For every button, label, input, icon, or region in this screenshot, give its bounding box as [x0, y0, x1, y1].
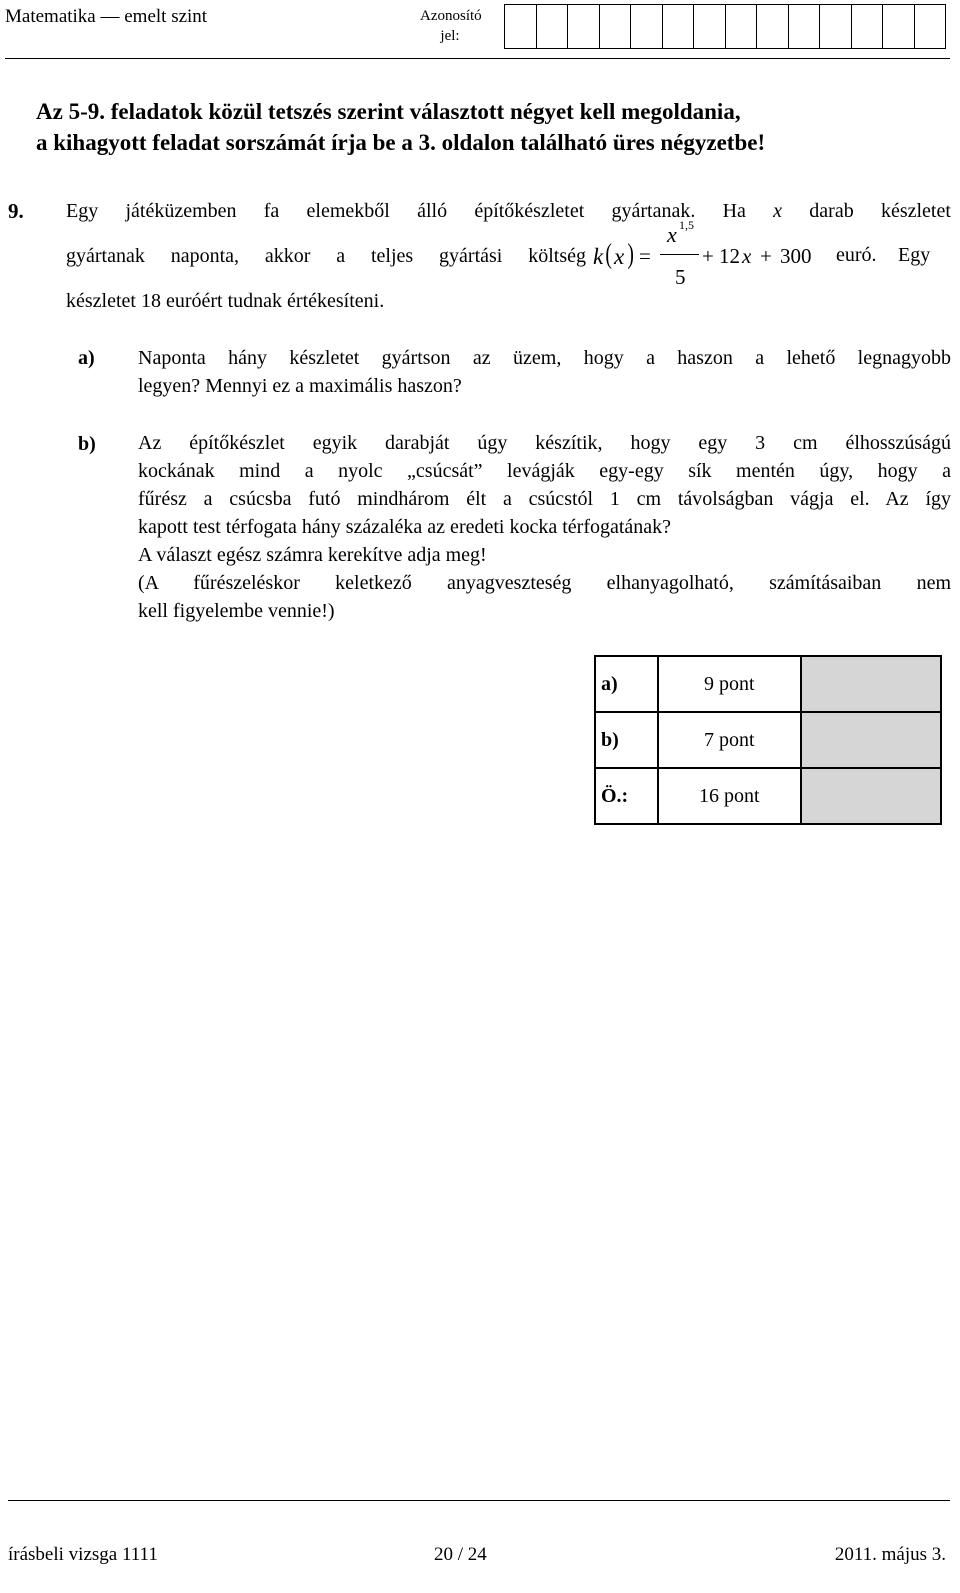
- problem-line-2: [66, 244, 586, 268]
- id-box: [915, 5, 946, 48]
- formula-plus: +: [760, 244, 772, 268]
- part-a-text: [138, 344, 951, 400]
- score-row-label: Ö.:: [595, 768, 658, 824]
- id-box: [537, 5, 569, 48]
- word: a: [336, 245, 346, 267]
- id-box: [568, 5, 600, 48]
- formula-open-paren: (: [605, 239, 612, 270]
- part-b-label: b): [78, 433, 96, 455]
- id-label: [420, 6, 480, 46]
- word: teljes: [370, 245, 414, 267]
- score-row-blank: [801, 712, 941, 768]
- part-b-text: [138, 429, 951, 625]
- id-label-line2: jel:: [440, 28, 460, 44]
- footer-date: 2011. május 3.: [834, 1544, 946, 1565]
- word: Egy: [66, 200, 99, 222]
- variable-x: x: [773, 200, 783, 222]
- header-subject: Matematika — emelt szint: [5, 6, 208, 27]
- instruction: [36, 96, 956, 158]
- formula-unit: euró.: [836, 244, 877, 266]
- footer-rule: [8, 1500, 950, 1501]
- score-row-blank: [801, 656, 941, 712]
- word: álló: [417, 200, 448, 222]
- instruction-line: a kihagyott feladat sorszámát írja be a 3. oldalon található üres négyzetbe!: [36, 130, 766, 155]
- footer-page-number: 20 / 24: [434, 1544, 487, 1565]
- formula-close-paren: ): [627, 239, 634, 270]
- id-box: [852, 5, 884, 48]
- score-row: [595, 712, 941, 768]
- problem-number: 9.: [8, 199, 24, 223]
- text-line-content: (A fűrészeléskor keletkező anyagveszteség elhanyagolható, számításaiban nem: [138, 572, 951, 594]
- formula-k: k: [593, 244, 604, 269]
- word: akkor: [264, 245, 311, 267]
- score-table: [594, 655, 942, 825]
- text-line: A választ egész számra kerekítve adja meg!: [138, 544, 487, 566]
- text-line: [138, 569, 951, 597]
- formula-denominator: 5: [675, 265, 686, 289]
- text-line: [138, 485, 951, 513]
- text-line-content: Az építőkészlet egyik darabját úgy készítik, hogy egy 3 cm élhosszúságú: [138, 432, 951, 454]
- word: költség: [528, 245, 586, 267]
- part-a-label: a): [78, 347, 95, 369]
- text-line: [138, 457, 951, 485]
- problem-line-3: készletet 18 euróért tudnak értékesíteni.: [66, 290, 385, 312]
- id-box: [694, 5, 726, 48]
- score-row-label: b): [595, 712, 658, 768]
- formula-numerator-x: x: [667, 222, 677, 247]
- fraction-bar: [660, 254, 699, 255]
- id-box: [789, 5, 821, 48]
- id-box: [757, 5, 789, 48]
- word: naponta,: [170, 245, 240, 267]
- id-box: [600, 5, 632, 48]
- id-box: [883, 5, 915, 48]
- word: elemekből: [306, 200, 390, 222]
- cost-formula: [593, 218, 953, 292]
- word: építőkészletet: [474, 200, 585, 222]
- word: fa: [263, 200, 280, 222]
- formula-after-word: Egy: [898, 244, 931, 266]
- header-rule: [5, 58, 950, 59]
- score-row-points: 9 pont: [658, 656, 801, 712]
- id-box: [505, 5, 537, 48]
- text-line-content: kockának mind a nyolc „csúcsát” levágják egy-egy sík mentén úgy, hogy a: [138, 460, 951, 482]
- formula-x: x: [614, 244, 625, 269]
- id-box: [663, 5, 695, 48]
- formula-exponent: 1,5: [679, 218, 694, 232]
- word: játéküzemben: [125, 200, 237, 222]
- score-row: [595, 768, 941, 824]
- text-line: legyen? Mennyi ez a maximális haszon?: [138, 375, 462, 397]
- problem-line-1: [66, 199, 951, 223]
- formula-var-x: x: [742, 244, 752, 268]
- score-row: [595, 656, 941, 712]
- text-line-content: Naponta hány készletet gyártson az üzem, hogy a haszon a lehető legnagyobb: [138, 347, 951, 369]
- formula-equals: =: [639, 244, 651, 268]
- id-label-line1: Azonosító: [420, 8, 482, 24]
- id-box: [726, 5, 758, 48]
- text-line-content: fűrész a csúcsba futó mindhárom élt a csúcstól 1 cm távolságban vágja el. Az így: [138, 488, 951, 510]
- formula-plus: +: [702, 244, 714, 268]
- word: gyártanak.: [611, 200, 696, 222]
- word: gyártási: [439, 245, 503, 267]
- text-line: [138, 344, 951, 372]
- id-boxes: [504, 4, 946, 49]
- score-row-points: 7 pont: [658, 712, 801, 768]
- score-row-label: a): [595, 656, 658, 712]
- text-line: kell figyelembe vennie!): [138, 600, 335, 622]
- text-line: kapott test térfogata hány százaléka az eredeti kocka térfogatának?: [138, 516, 672, 538]
- word: gyártanak: [66, 245, 145, 267]
- word: készletet: [880, 200, 951, 222]
- formula-constant: 300: [780, 244, 812, 268]
- formula-coefficient: 12: [719, 244, 740, 268]
- id-box: [631, 5, 663, 48]
- footer-exam-name: írásbeli vizsga 1111: [8, 1544, 158, 1565]
- instruction-line: Az 5-9. feladatok közül tetszés szerint választott négyet kell megoldania,: [36, 99, 741, 124]
- word: darab: [809, 200, 854, 222]
- score-row-blank: [801, 768, 941, 824]
- text-line: [138, 429, 951, 457]
- id-box: [820, 5, 852, 48]
- word: Ha: [722, 200, 746, 222]
- score-row-points: 16 pont: [658, 768, 801, 824]
